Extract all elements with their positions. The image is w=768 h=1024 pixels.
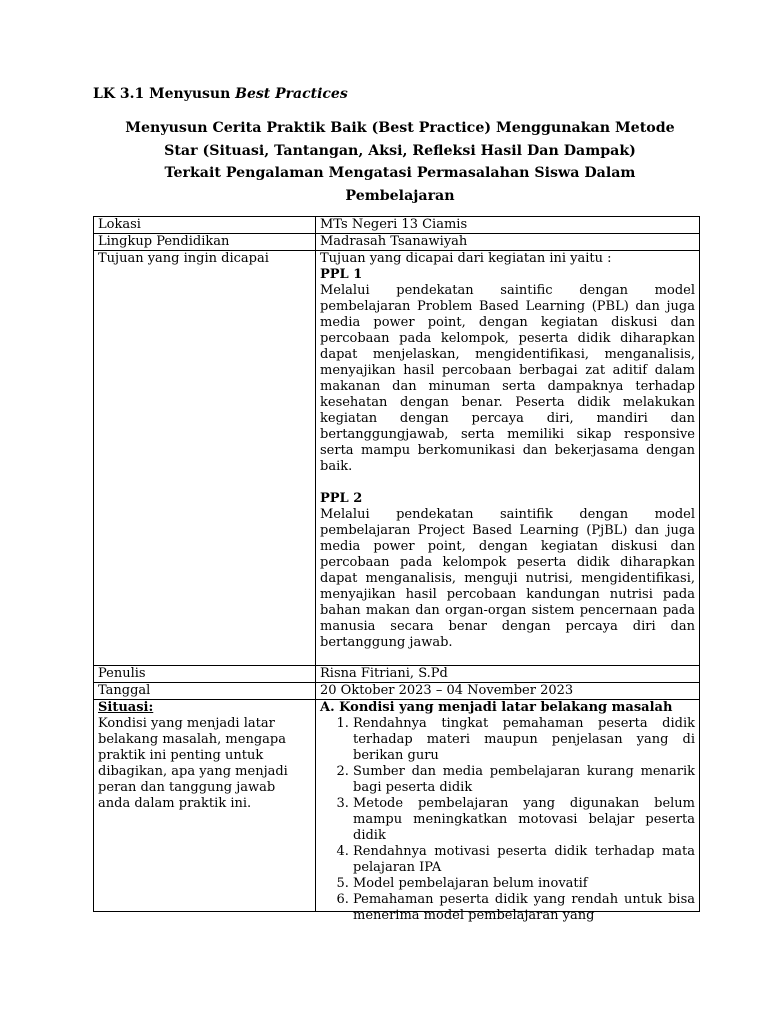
lokasi-value: MTs Negeri 13 Ciamis: [316, 217, 700, 234]
lokasi-label: Lokasi: [94, 217, 316, 234]
list-item: 2. Sumber dan media pembelajaran kurang menarik bagi peserta didik: [353, 764, 695, 796]
best-practice-table: [93, 216, 700, 923]
table-row-tujuan: [94, 251, 700, 666]
paragraph-gap: [320, 475, 695, 491]
title-line: Star (Situasi, Tantangan, Aksi, Refleksi Hasil Dan Dampak): [164, 142, 636, 159]
tanggal-value: 20 Oktober 2023 – 04 November 2023: [316, 683, 700, 700]
table-row-lokasi: [94, 217, 700, 234]
ppl2-title: PPL 2: [320, 491, 363, 506]
list-item: 6. Pemahaman peserta didik yang rendah untuk bisa menerima model pembelajaran yang: [353, 892, 695, 924]
list-item: 3. Metode pembelajaran yang digunakan belum mampu meningkatkan motovasi belajar peserta didik: [353, 796, 695, 844]
tujuan-intro: Tujuan yang dicapai dari kegiatan ini yaitu :: [320, 251, 612, 266]
problem-list: [320, 716, 695, 924]
penulis-value: Risna Fitriani, S.Pd: [316, 666, 700, 683]
worksheet-heading-prefix: LK 3.1 Menyusun: [93, 86, 236, 102]
worksheet-heading: [93, 86, 348, 102]
list-item: 5. Model pembelajaran belum inovatif: [353, 876, 695, 892]
document-title: [90, 117, 710, 207]
table-row-lingkup: [94, 234, 700, 251]
ppl2-text: Melalui pendekatan saintifik dengan model pembelajaran Project Based Learning (PjBL) dan juga media power point, dengan kegiatan diskusi dan percobaan pada kelompok peserta didik diharapkan dapat menganalisis, menguji nutrisi, mengidentifikasi, menyajikan hasil percobaan kandungan nutrisi pada bahan makan dan organ-organ sistem pencernaan pada manusia secara benar dengan percaya diri dan bertanggung jawab.: [320, 507, 695, 650]
tujuan-content: [316, 251, 700, 666]
list-item: 1. Rendahnya tingkat pemahaman peserta didik terhadap materi maupun penjelasan yang di berikan guru: [353, 716, 695, 764]
tujuan-label: Tujuan yang ingin dicapai: [94, 251, 316, 666]
situasi-content: [316, 700, 700, 923]
worksheet-heading-emphasis: Best Practices: [235, 86, 348, 102]
lingkup-label: Lingkup Pendidikan: [94, 234, 316, 251]
situasi-cell: [94, 700, 316, 912]
situasi-label: Situasi:: [98, 700, 154, 715]
title-line: Pembelajaran: [345, 187, 455, 204]
tanggal-label: Tanggal: [94, 683, 316, 700]
table-row-situasi: [94, 700, 700, 912]
penulis-label: Penulis: [94, 666, 316, 683]
title-line: Menyusun Cerita Praktik Baik (Best Practice) Menggunakan Metode: [125, 120, 675, 136]
ppl1-title: PPL 1: [320, 267, 363, 282]
table-row-tanggal: [94, 683, 700, 700]
table-row-penulis: [94, 666, 700, 683]
situasi-description: Kondisi yang menjadi latar belakang masalah, mengapa praktik ini penting untuk dibagikan, apa yang menjadi peran dan tanggung jawab anda dalam praktik ini.: [98, 716, 288, 811]
ppl1-text: Melalui pendekatan saintific dengan model pembelajaran Problem Based Learning (PBL) dan juga media power point, dengan kegiatan diskusi dan percobaan pada kelompok, peserta didik diharapkan dapat menjelaskan, mengidentifikasi, menganalisis, menyajikan hasil percobaan berbagai zat aditif dalam makanan dan minuman serta dampaknya terhadap kesehatan dengan benar. Peserta didik melakukan kegiatan dengan percaya diri, mandiri dan bertanggungjawab, serta memiliki sikap responsive serta mampu berkomunikasi dan bekerjasama dengan baik.: [320, 283, 695, 474]
title-line: Terkait Pengalaman Mengatasi Permasalahan Siswa Dalam: [164, 165, 636, 181]
section-title-a: A. Kondisi yang menjadi latar belakang masalah: [320, 700, 673, 715]
list-item: 4. Rendahnya motivasi peserta didik terhadap mata pelajaran IPA: [353, 844, 695, 876]
lingkup-value: Madrasah Tsanawiyah: [316, 234, 700, 251]
